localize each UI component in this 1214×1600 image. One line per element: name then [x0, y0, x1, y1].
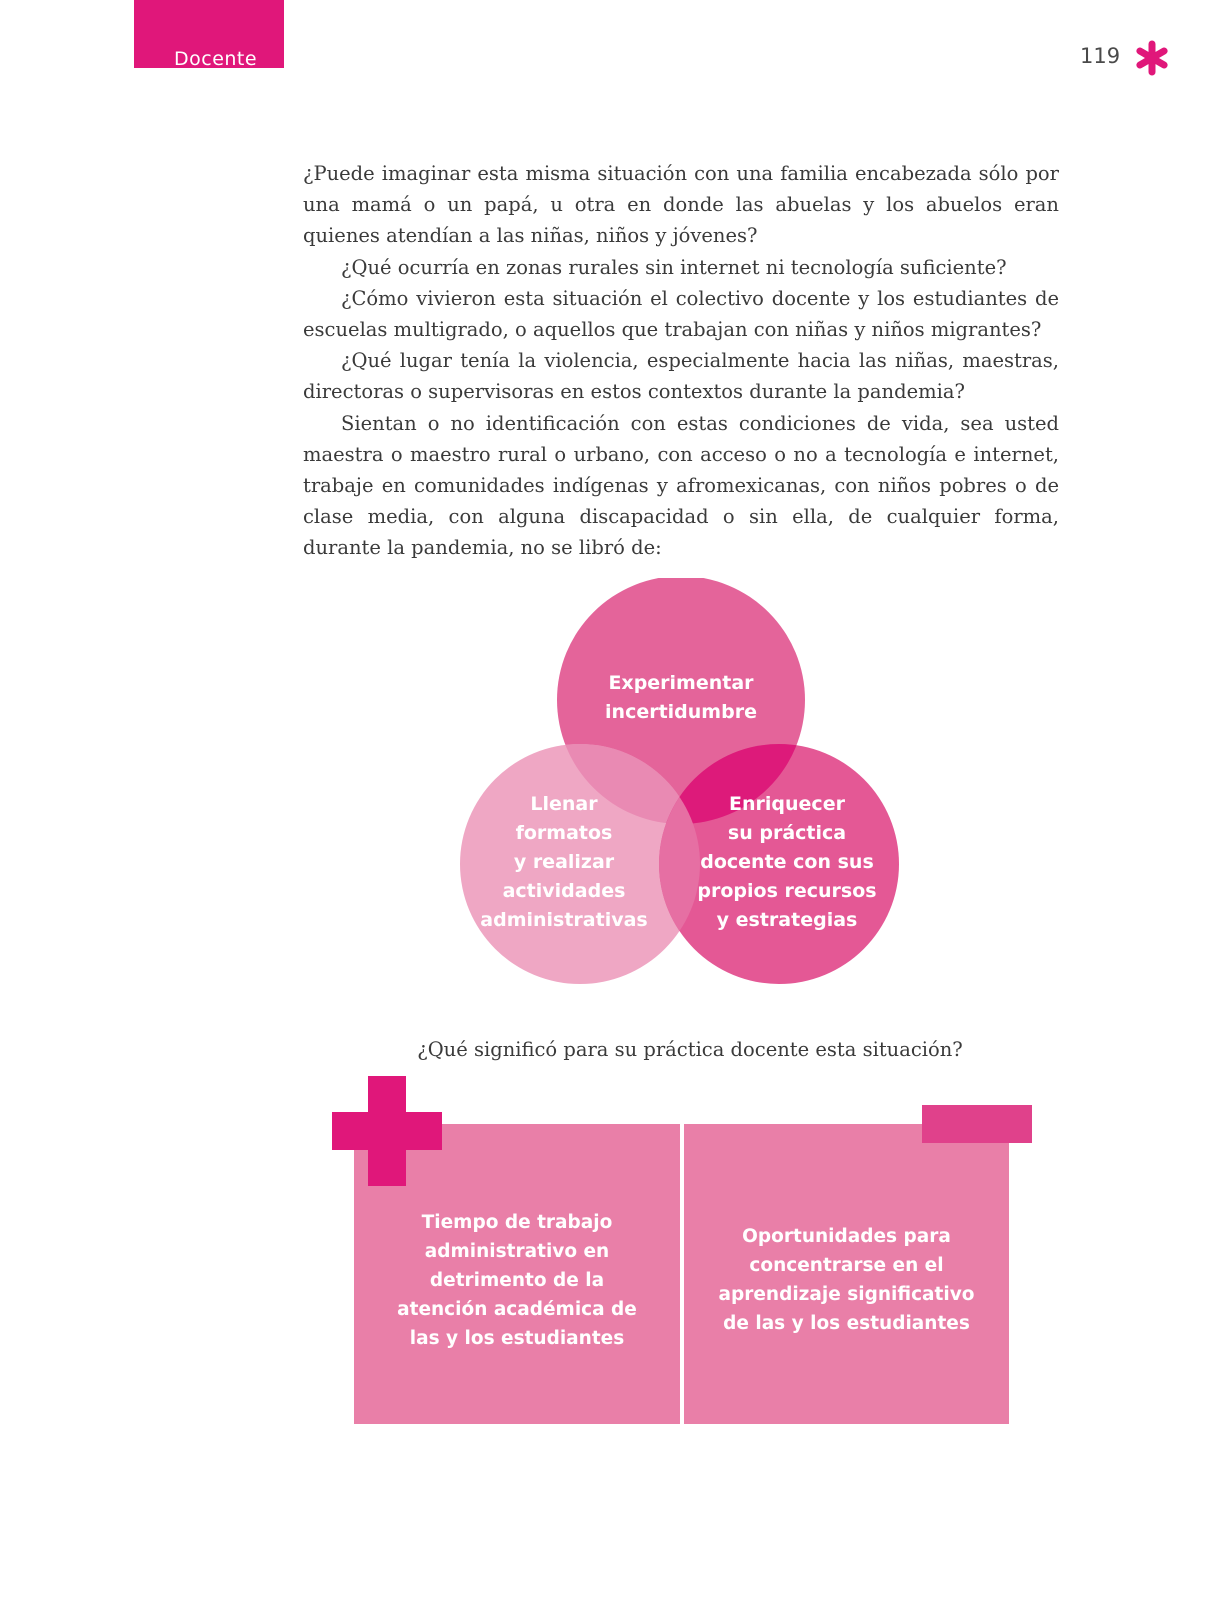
venn-label-left: Llenar formatos y realizar actividades administrativas — [480, 793, 648, 931]
paragraph: ¿Qué lugar tenía la violencia, especialmente hacia las niñas, maestras, directoras o supervisoras en estos contextos durante la pandemia? — [303, 349, 1059, 404]
plus-icon-bar — [332, 1112, 442, 1150]
asterisk-icon — [1134, 40, 1170, 76]
positive-box-text: Oportunidades para concentrarse en el aprendizaje significativo de las y los estudiantes — [718, 1226, 975, 1334]
body-text — [303, 158, 1059, 564]
venn-circles — [430, 578, 930, 998]
venn-label-right: Enriquecer su práctica docente con sus propios recursos y estrategias — [697, 793, 877, 931]
venn-diagram — [430, 578, 930, 998]
venn-label-top: Experimentar incertidumbre — [605, 672, 757, 723]
minus-icon — [922, 1105, 1032, 1143]
section-label: Docente — [174, 48, 258, 70]
page-number: 119 — [1080, 44, 1121, 68]
negative-box-text: Tiempo de trabajo administrativo en detrimento de la atención académica de las y los estudiantes — [397, 1212, 637, 1349]
paragraph: ¿Puede imaginar esta misma situación con una familia encabezada sólo por una mamá o un papá, u otra en donde las abuelas y los abuelos eran quienes atendían a las niñas, niños y jóvenes? — [303, 162, 1059, 248]
reflection-question: ¿Qué significó para su práctica docente esta situación? — [417, 1038, 963, 1061]
paragraph: Sientan o no identificación con estas condiciones de vida, sea usted maestra o maestro rural o urbano, con acceso o no a tecnología e internet, trabaje en comunidades indígenas y afromexicanas, con niños pobres o de clase media, con alguna discapacidad o sin ella, de cualquier forma, durante la pandemia, no se libró de: — [303, 411, 1059, 560]
paragraph: ¿Cómo vivieron esta situación el colectivo docente y los estudiantes de escuelas multigrado, o aquellos que trabajan con niñas y niños migrantes? — [303, 286, 1059, 342]
positive-box — [684, 1124, 1009, 1424]
paragraph: ¿Qué ocurría en zonas rurales sin internet ni tecnología suficiente? — [341, 255, 1007, 279]
section-tab — [134, 0, 284, 68]
